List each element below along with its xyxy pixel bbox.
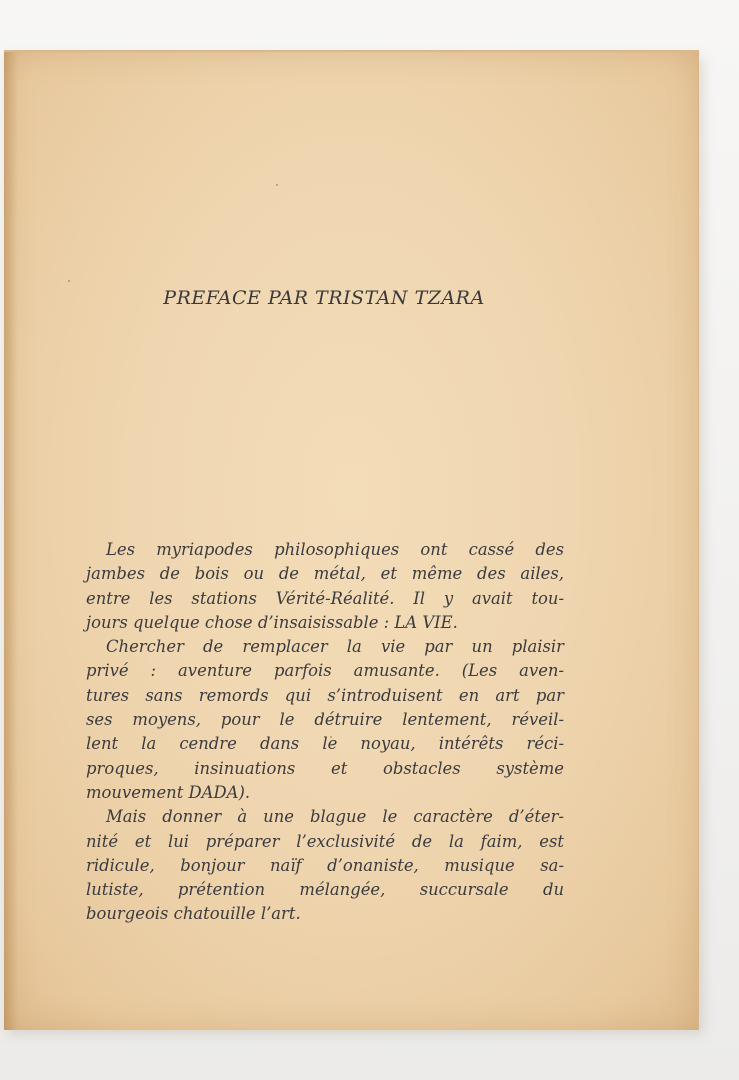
book-page	[4, 50, 699, 1030]
text-line: lent la cendre dans le noyau, intérêts réci-	[86, 734, 564, 754]
text-line: entre les stations Vérité-Réalité. Il y avait tou-	[86, 588, 564, 608]
preface-body	[86, 538, 564, 927]
text-line: jambes de bois ou de métal, et même des ailes,	[86, 564, 564, 584]
text-line: bourgeois chatouille l’art.	[86, 904, 301, 924]
text-line: lutiste, prétention mélangée, succursale du	[86, 880, 564, 900]
text-line: ridicule, bonjour naïf d’onaniste, musique sa-	[86, 855, 564, 875]
page-title: PREFACE PAR TRISTAN TZARA	[163, 287, 485, 309]
text-line: privé : aventure parfois amusante. (Les aven-	[86, 661, 564, 681]
text-line: mouvement DADA).	[86, 782, 251, 802]
text-line: tures sans remords qui s’introduisent en art par	[86, 685, 564, 705]
text-line: jours quelque chose d’insaisissable : LA VIE.	[86, 612, 458, 632]
text-line: Mais donner à une blague le caractère d’éter-	[106, 807, 564, 827]
text-line: proques, insinuations et obstacles système	[86, 758, 564, 778]
text-line: Les myriapodes philosophiques ont cassé des	[106, 540, 564, 559]
text-line: ses moyens, pour le détruire lentement, réveil-	[86, 710, 564, 730]
text-line: nité et lui préparer l’exclusivité de la faim, est	[86, 831, 564, 851]
paper-speck	[276, 184, 278, 186]
paper-speck	[68, 280, 70, 282]
text-line: Chercher de remplacer la vie par un plaisir	[106, 637, 564, 657]
